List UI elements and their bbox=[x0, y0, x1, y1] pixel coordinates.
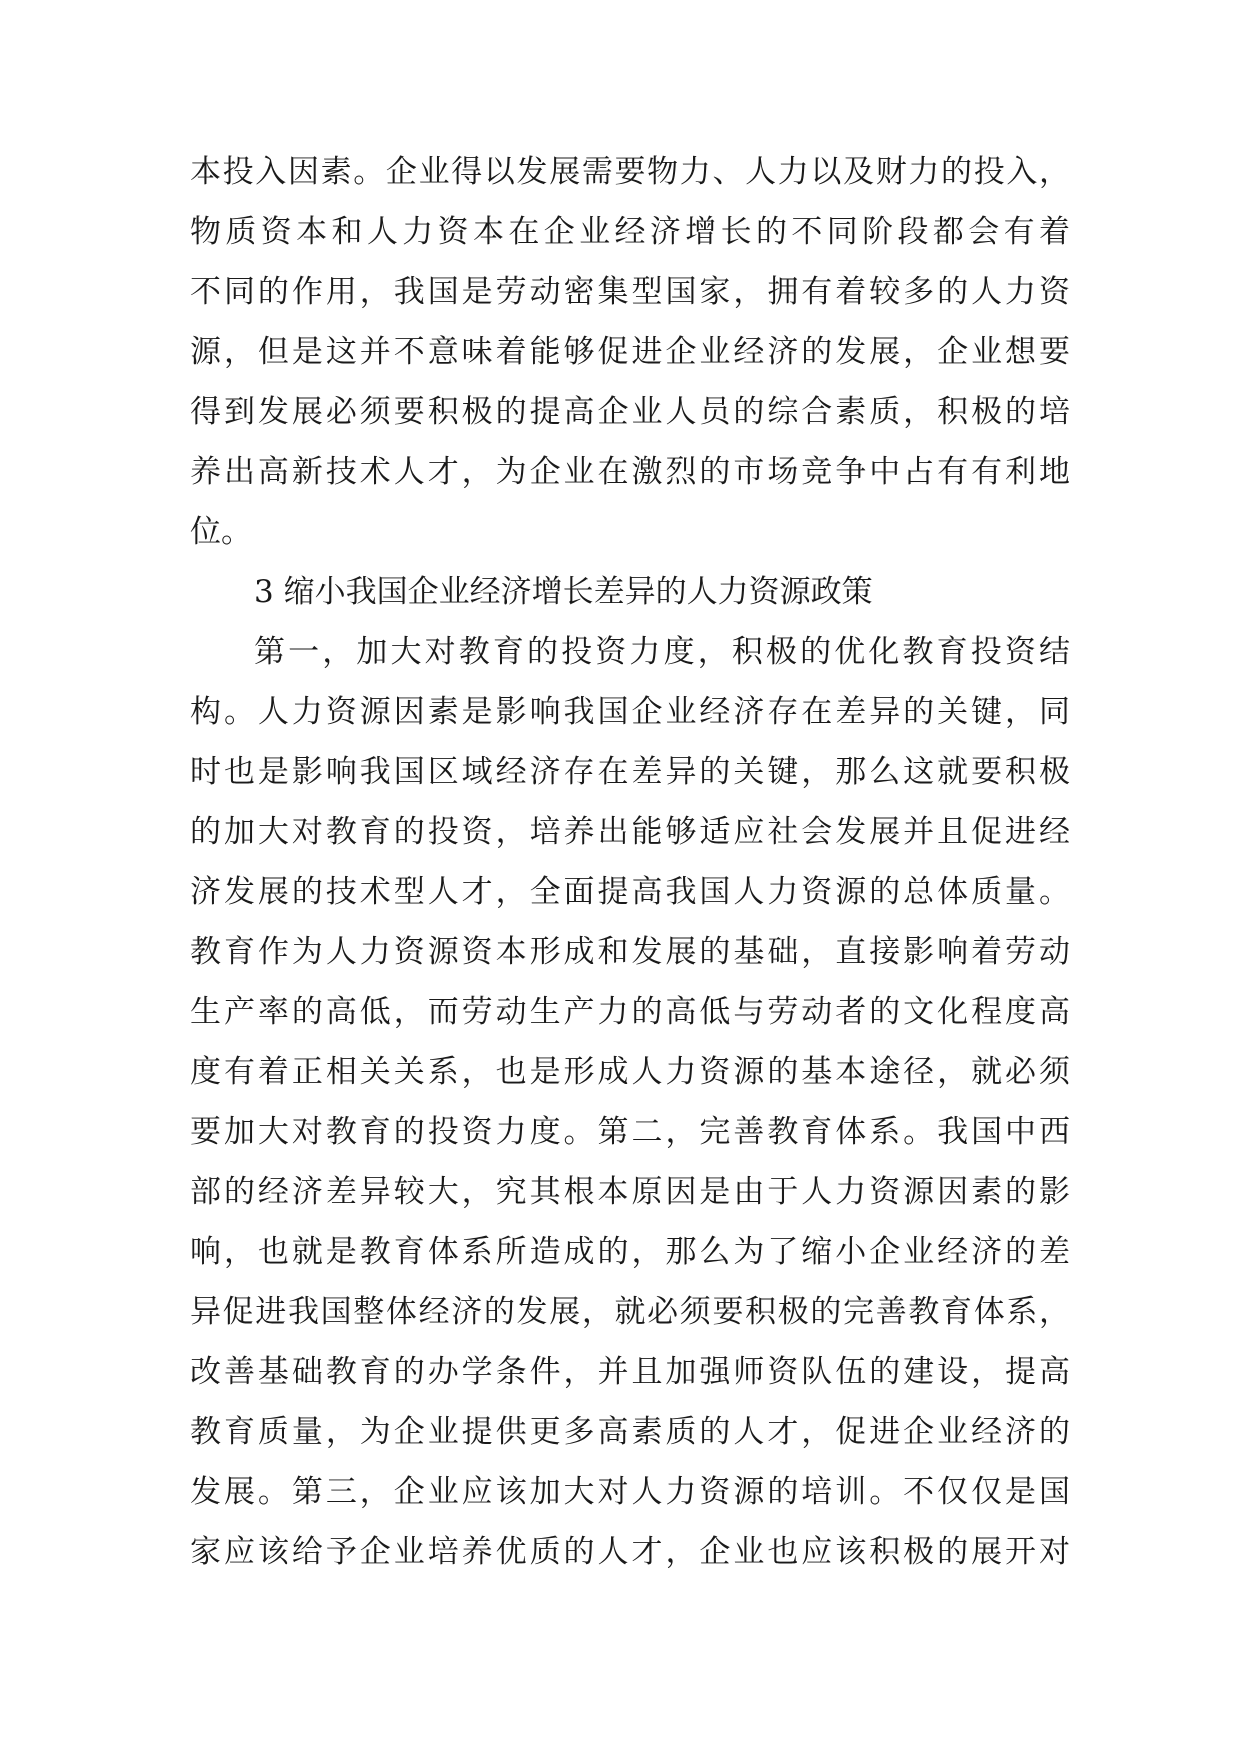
paragraph-line: 济发展的技术型人才，全面提高我国人力资源的总体质量。 bbox=[190, 874, 1070, 910]
paragraph-line: 响，也就是教育体系所造成的，那么为了缩小企业经济的差 bbox=[190, 1234, 1070, 1270]
paragraph-line: 物质资本和人力资本在企业经济增长的不同阶段都会有着 bbox=[190, 214, 1070, 250]
paragraph-line: 的加大对教育的投资，培养出能够适应社会发展并且促进经 bbox=[190, 814, 1070, 850]
paragraph-line: 教育质量，为企业提供更多高素质的人才，促进企业经济的 bbox=[190, 1414, 1070, 1450]
paragraph-line: 时也是影响我国区域经济存在差异的关键，那么这就要积极 bbox=[190, 754, 1070, 790]
paragraph-line: 源，但是这并不意味着能够促进企业经济的发展，企业想要 bbox=[190, 334, 1070, 370]
paragraph-line: 家应该给予企业培养优质的人才，企业也应该积极的展开对 bbox=[190, 1534, 1070, 1570]
paragraph-line: 改善基础教育的办学条件，并且加强师资队伍的建设，提高 bbox=[190, 1354, 1070, 1390]
paragraph-line: 位。 bbox=[190, 514, 252, 550]
paragraph-line: 养出高新技术人才，为企业在激烈的市场竞争中占有有利地 bbox=[190, 454, 1070, 490]
paragraph-line: 部的经济差异较大，究其根本原因是由于人力资源因素的影 bbox=[190, 1174, 1070, 1210]
paragraph-line: 不同的作用，我国是劳动密集型国家，拥有着较多的人力资 bbox=[190, 274, 1070, 310]
paragraph-line: 教育作为人力资源资本形成和发展的基础，直接影响着劳动 bbox=[190, 934, 1070, 970]
paragraph-line: 本投入因素。企业得以发展需要物力、人力以及财力的投入， bbox=[190, 154, 1070, 190]
paragraph-line: 度有着正相关关系，也是形成人力资源的基本途径，就必须 bbox=[190, 1054, 1070, 1090]
paragraph-line: 生产率的高低，而劳动生产力的高低与劳动者的文化程度高 bbox=[190, 994, 1070, 1030]
paragraph-line: 第一，加大对教育的投资力度，积极的优化教育投资结 bbox=[254, 634, 1070, 670]
paragraph-line: 发展。第三，企业应该加大对人力资源的培训。不仅仅是国 bbox=[190, 1474, 1070, 1510]
section-heading: 3 缩小我国企业经济增长差异的人力资源政策 bbox=[254, 574, 873, 610]
paragraph-line: 得到发展必须要积极的提高企业人员的综合素质，积极的培 bbox=[190, 394, 1070, 430]
paragraph-line: 异促进我国整体经济的发展，就必须要积极的完善教育体系， bbox=[190, 1294, 1070, 1330]
paragraph-line: 构。人力资源因素是影响我国企业经济存在差异的关键，同 bbox=[190, 694, 1070, 730]
paragraph-line: 要加大对教育的投资力度。第二，完善教育体系。我国中西 bbox=[190, 1114, 1070, 1150]
